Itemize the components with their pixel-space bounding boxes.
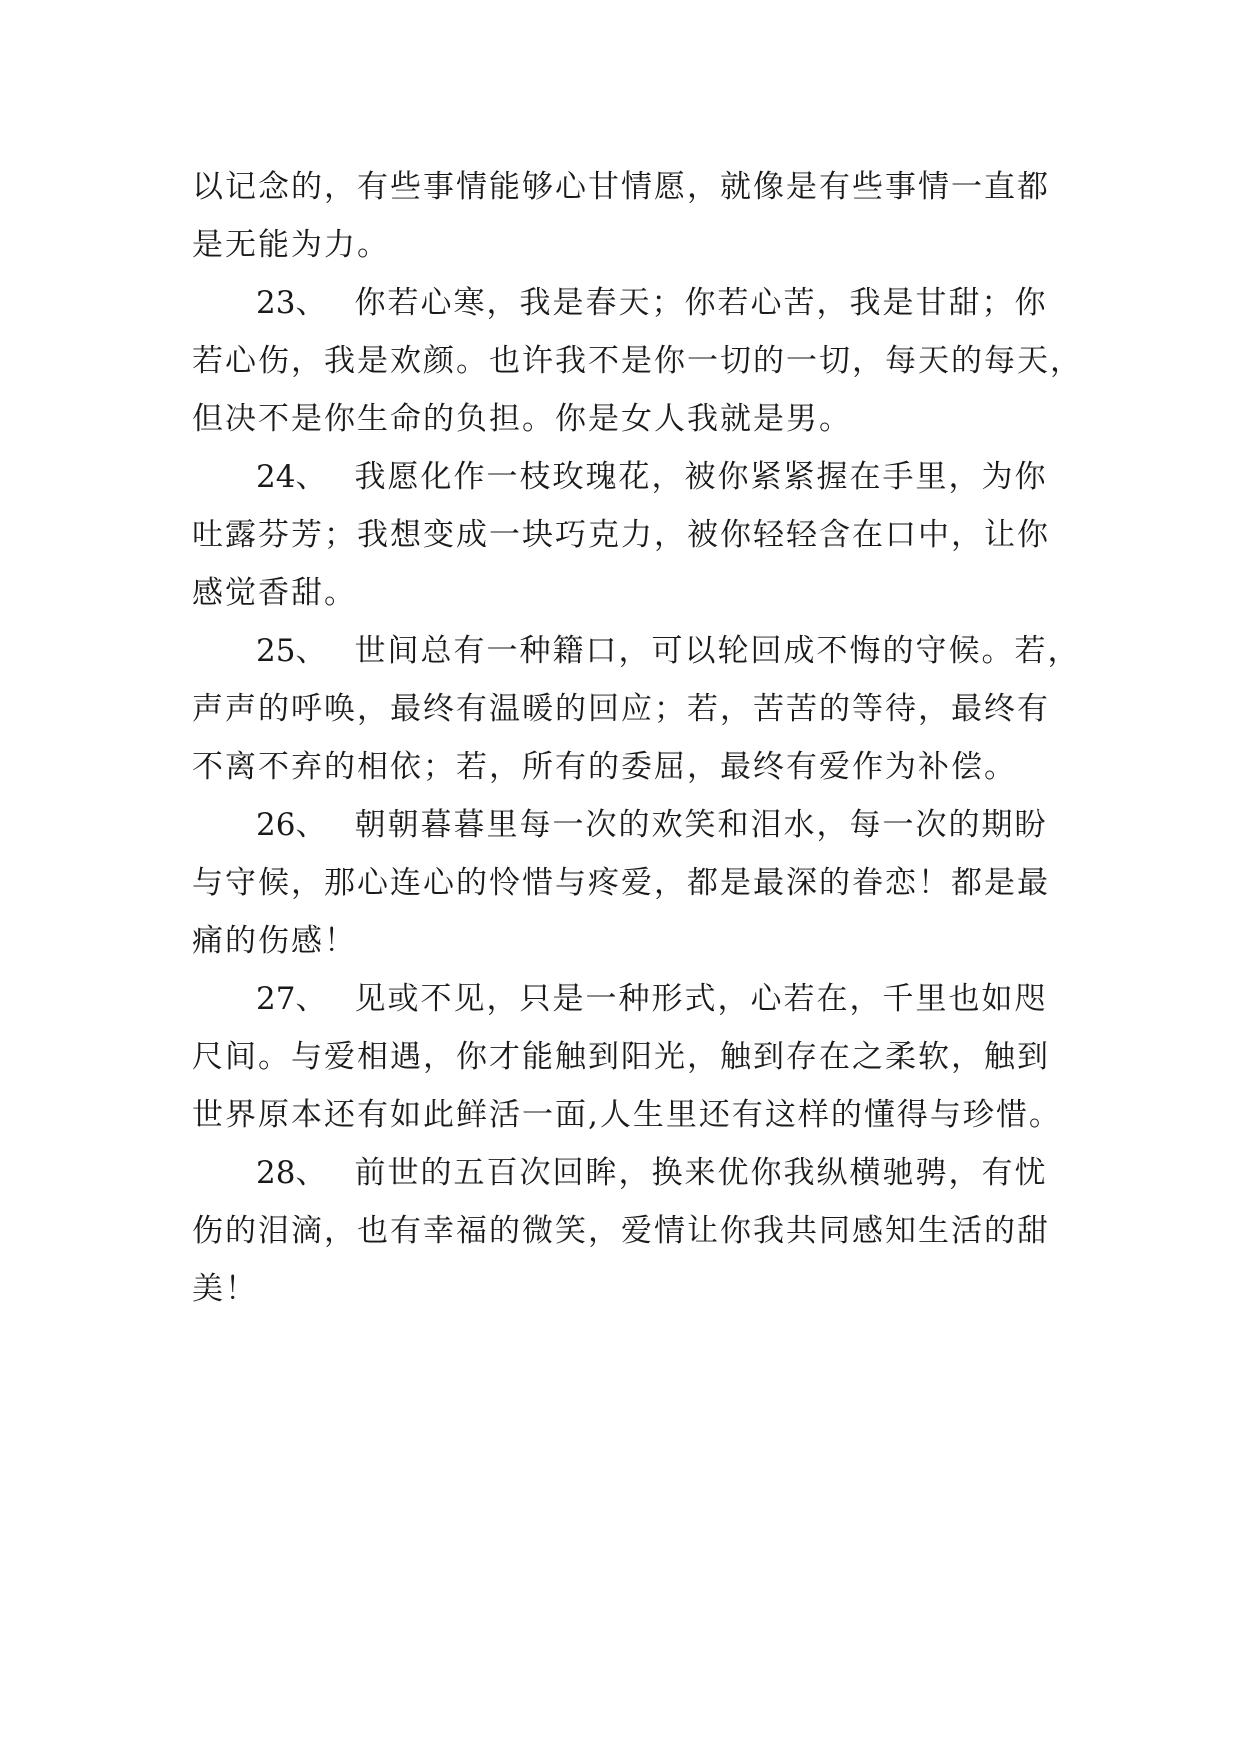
text-line: 感觉香甜。: [192, 575, 357, 611]
text-line: 美！: [192, 1271, 258, 1307]
item-number: 26、: [256, 807, 327, 843]
text-line: 但决不是你生命的负担。你是女人我就是男。: [192, 401, 852, 437]
text-line: 若心伤，我是欢颜。也许我不是你一切的一切，每天的每天，: [192, 343, 1083, 379]
text-line: 我愿化作一枝玫瑰花，被你紧紧握在手里，为你: [354, 459, 1048, 495]
item-number: 27、: [256, 981, 327, 1017]
item-number: 28、: [256, 1155, 327, 1191]
numbered-paragraph-26: [192, 796, 1052, 854]
text-line: 朝朝暮暮里每一次的欢笑和泪水，每一次的期盼: [354, 807, 1048, 843]
text-line: 伤的泪滴，也有幸福的微笑，爱情让你我共同感知生活的甜: [192, 1213, 1050, 1249]
item-number: 23、: [256, 285, 327, 321]
item-number: 24、: [256, 459, 327, 495]
text-line: 前世的五百次回眸，换来优你我纵横驰骋，有忧: [354, 1155, 1048, 1191]
text-line: 与守候，那心连心的怜惜与疼爱，都是最深的眷恋！都是最: [192, 865, 1050, 901]
text-line: 世界原本还有如此鲜活一面,人生里还有这样的懂得与珍惜。: [192, 1097, 1062, 1133]
text-line: 你若心寒，我是春天；你若心苦，我是甘甜；你: [354, 285, 1048, 321]
numbered-paragraph-23: [192, 274, 1052, 332]
numbered-paragraph-25: [192, 622, 1081, 680]
text-line: 以记念的，有些事情能够心甘情愿，就像是有些事情一直都: [192, 169, 1050, 205]
numbered-paragraph-24: [192, 448, 1052, 506]
numbered-paragraph-28: [192, 1144, 1052, 1202]
item-number: 25、: [256, 633, 327, 669]
document-body: [192, 158, 1083, 1318]
text-line: 声声的呼唤，最终有温暖的回应；若，苦苦的等待，最终有: [192, 691, 1050, 727]
text-line: 吐露芬芳；我想变成一块巧克力，被你轻轻含在口中，让你: [192, 517, 1050, 553]
text-line: 尺间。与爱相遇，你才能触到阳光，触到存在之柔软，触到: [192, 1039, 1050, 1075]
text-line: 是无能为力。: [192, 227, 390, 263]
text-line: 不离不弃的相依；若，所有的委屈，最终有爱作为补偿。: [192, 749, 1017, 785]
numbered-paragraph-27: [192, 970, 1052, 1028]
text-line: 见或不见，只是一种形式，心若在，千里也如咫: [354, 981, 1048, 1017]
text-line: 痛的伤感！: [192, 923, 357, 959]
text-line: 世间总有一种籍口，可以轮回成不悔的守候。若，: [354, 633, 1081, 669]
